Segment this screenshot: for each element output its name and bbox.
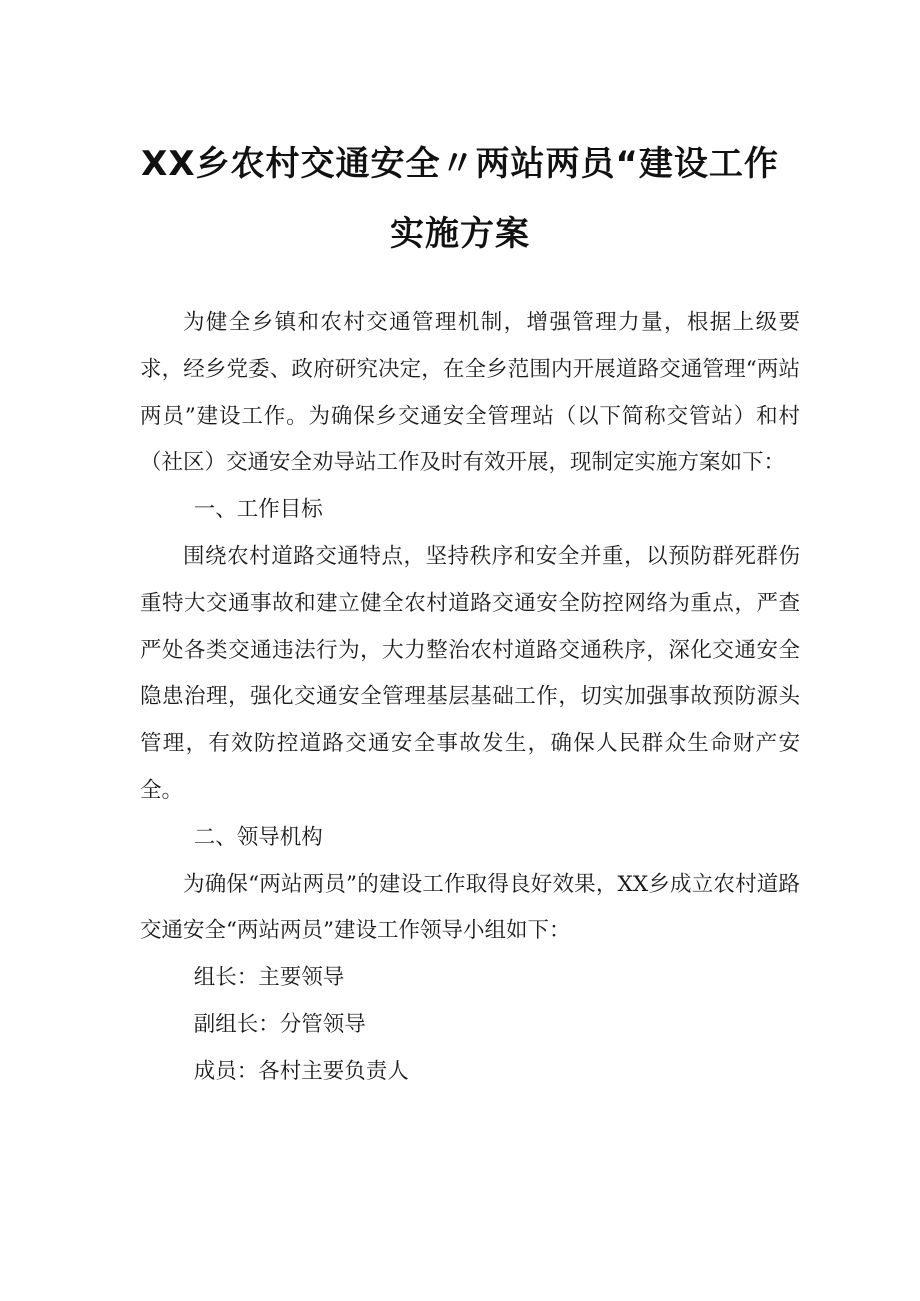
document-body bbox=[140, 300, 800, 1096]
deputy-leader-line: 副组长：分管领导 bbox=[193, 1011, 366, 1037]
section1-heading: 一、工作目标 bbox=[193, 497, 323, 523]
section1-paragraph: 围绕农村道路交通特点，坚持秩序和安全并重，以预防群死群伤重特大交通事故和建立健全农村道路交通安全防控网络为重点，严查严处各类交通违法行为，大力整治农村道路交通秩序，深化交通安全隐患治理，强化交通安全管理基层基础工作，切实加强事故预防源头管理，有效防控道路交通安全事故发生，确保人民群众生命财产安全。 bbox=[140, 543, 800, 803]
leader-line: 组长：主要领导 bbox=[193, 965, 345, 991]
members-line: 成员：各村主要负责人 bbox=[193, 1058, 409, 1084]
document-title-line2: 实施方案 bbox=[390, 214, 530, 254]
document-title-line1: XX乡农村交通安全〃两站两员“建设工作 bbox=[141, 144, 779, 184]
intro-paragraph: 为健全乡镇和农村交通管理机制，增强管理力量，根据上级要求，经乡党委、政府研究决定，在全乡范围内开展道路交通管理“两站两员”建设工作。为确保乡交通安全管理站（以下简称交管站）和村（社区）交通安全劝导站工作及时有效开展，现制定实施方案如下： bbox=[140, 310, 800, 476]
section2-paragraph: 为确保“两站两员”的建设工作取得良好效果，XX乡成立农村道路交通安全“两站两员”建设工作领导小组如下： bbox=[140, 871, 800, 944]
section2-heading: 二、领导机构 bbox=[193, 824, 323, 850]
